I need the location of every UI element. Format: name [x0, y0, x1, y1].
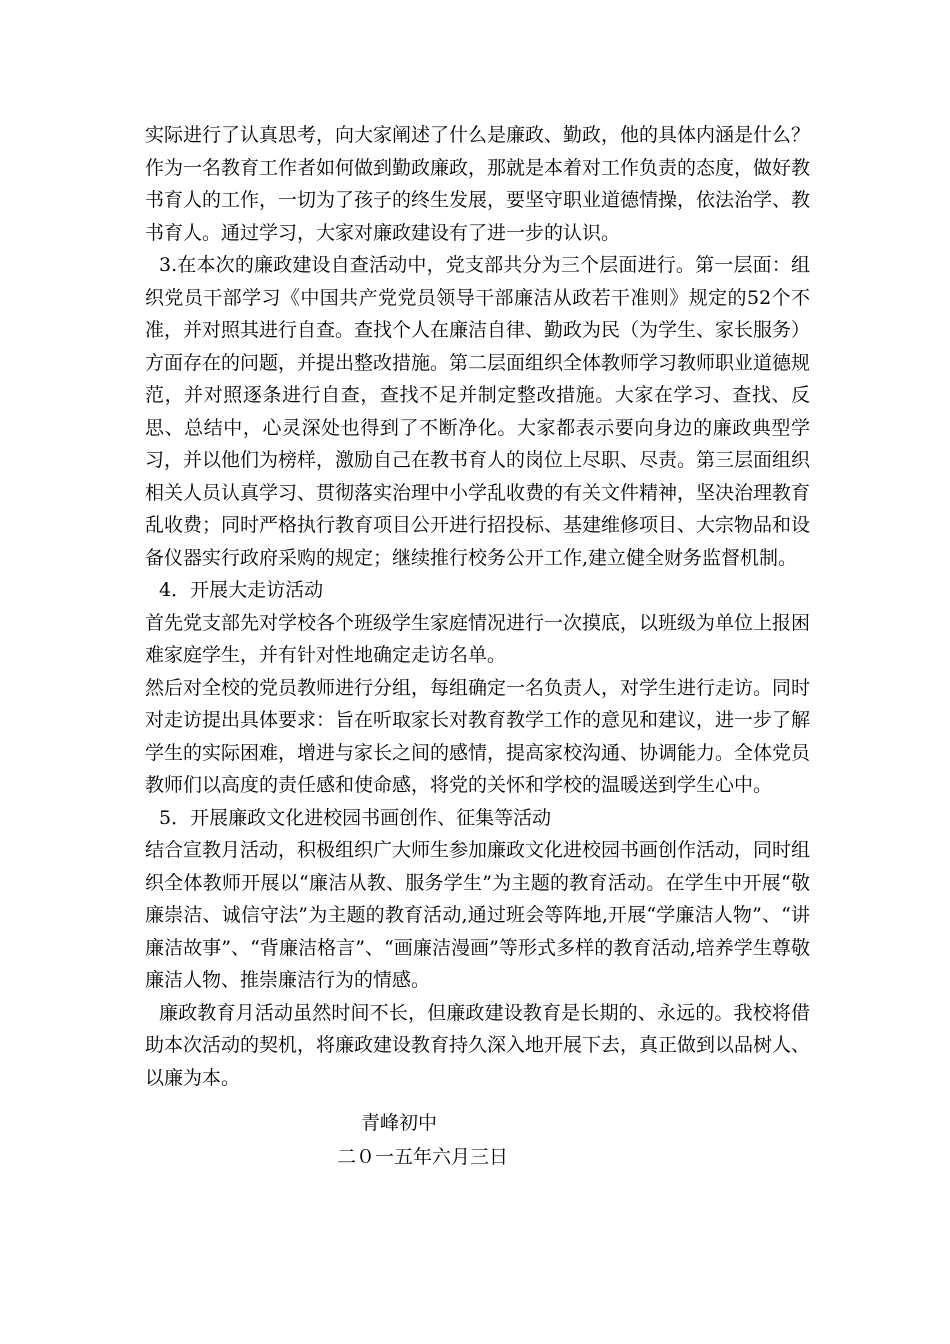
body-paragraph-self-check: 3.在本次的廉政建设自查活动中，党支部共分为三个层面进行。第一层面：组织党员干部学习《中国共产党党员领导干部廉洁从政若干准则》规定的52个不准，并对照其进行自查。查找个人在廉洁自律、勤政为民（为学生、家长服务）方面存在的问题，并提出整改措施。第二层面组织全体教师学习教师职业道德规范，并对照逐条进行自查，查找不足并制定整改措施。大家在学习、查找、反思、总结中，心灵深处也得到了不断净化。大家都表示要向身边的廉政典型学习，并以他们为榜样，激励自己在教书育人的岗位上尽职、尽责。第三层面组织相关人员认真学习、贯彻落实治理中小学乱收费的有关文件精神，坚决治理教育乱收费；同时严格执行教育项目公开进行招投标、基建维修项目、大宗物品和设备仪器实行政府采购的规定；继续推行校务公开工作,建立健全财务监督机制。	[145, 254, 811, 569]
body-paragraph-education-month: 结合宣教月活动，积极组织广大师生参加廉政文化进校园书画创作活动，同时组织全体教师开展以“廉洁从教、服务学生”为主题的教育活动。在学生中开展“敬廉崇洁、诚信守法”为主题的教育活动,通过班会等阵地,开展“学廉洁人物”、“讲廉洁故事”、“背廉洁格言”、“画廉洁漫画”等形式多样的教育活动,培养学生尊敬廉洁人物、推崇廉洁行为的情感。	[145, 839, 811, 991]
section-heading-visit-activity: 4．开展大走访活动	[159, 579, 324, 601]
body-paragraph: 实际进行了认真思考，向大家阐述了什么是廉政、勤政，他的具体内涵是什么？作为一名教育工作者如何做到勤政廉政，那就是本着对工作负责的态度，做好教书育人的工作，一切为了孩子的终生发展，要坚守职业道德情操，依法治学、教书育人。通过学习，大家对廉政建设有了进一步的认识。	[145, 124, 811, 244]
signature-school: 青峰初中	[361, 1112, 438, 1134]
document-page	[145, 119, 810, 1174]
signature-date: 二０一五年六月三日	[337, 1146, 509, 1168]
signature-block	[145, 1106, 810, 1174]
body-paragraph-conclusion: 廉政教育月活动虽然时间不长，但廉政建设教育是长期的、永远的。我校将借助本次活动的契机，将廉政建设教育持久深入地开展下去，真正做到以品树人、以廉为本。	[145, 1001, 811, 1089]
section-heading-culture-activity: 5．开展廉政文化进校园书画创作、征集等活动	[159, 806, 552, 829]
body-paragraph-grouping: 然后对全校的党员教师进行分组，每组确定一名负责人，对学生进行走访。同时对走访提出具体要求：旨在听取家长对教育教学工作的意见和建议，进一步了解学生的实际困难，增进与家长之间的感情，提高家校沟通、协调能力。全体党员教师们以高度的责任感和使命感，将党的关怀和学校的温暖送到学生心中。	[145, 676, 811, 796]
body-paragraph-survey: 首先党支部先对学校各个班级学生家庭情况进行一次摸底，以班级为单位上报困难家庭学生，并有针对性地确定走访名单。	[145, 611, 811, 666]
